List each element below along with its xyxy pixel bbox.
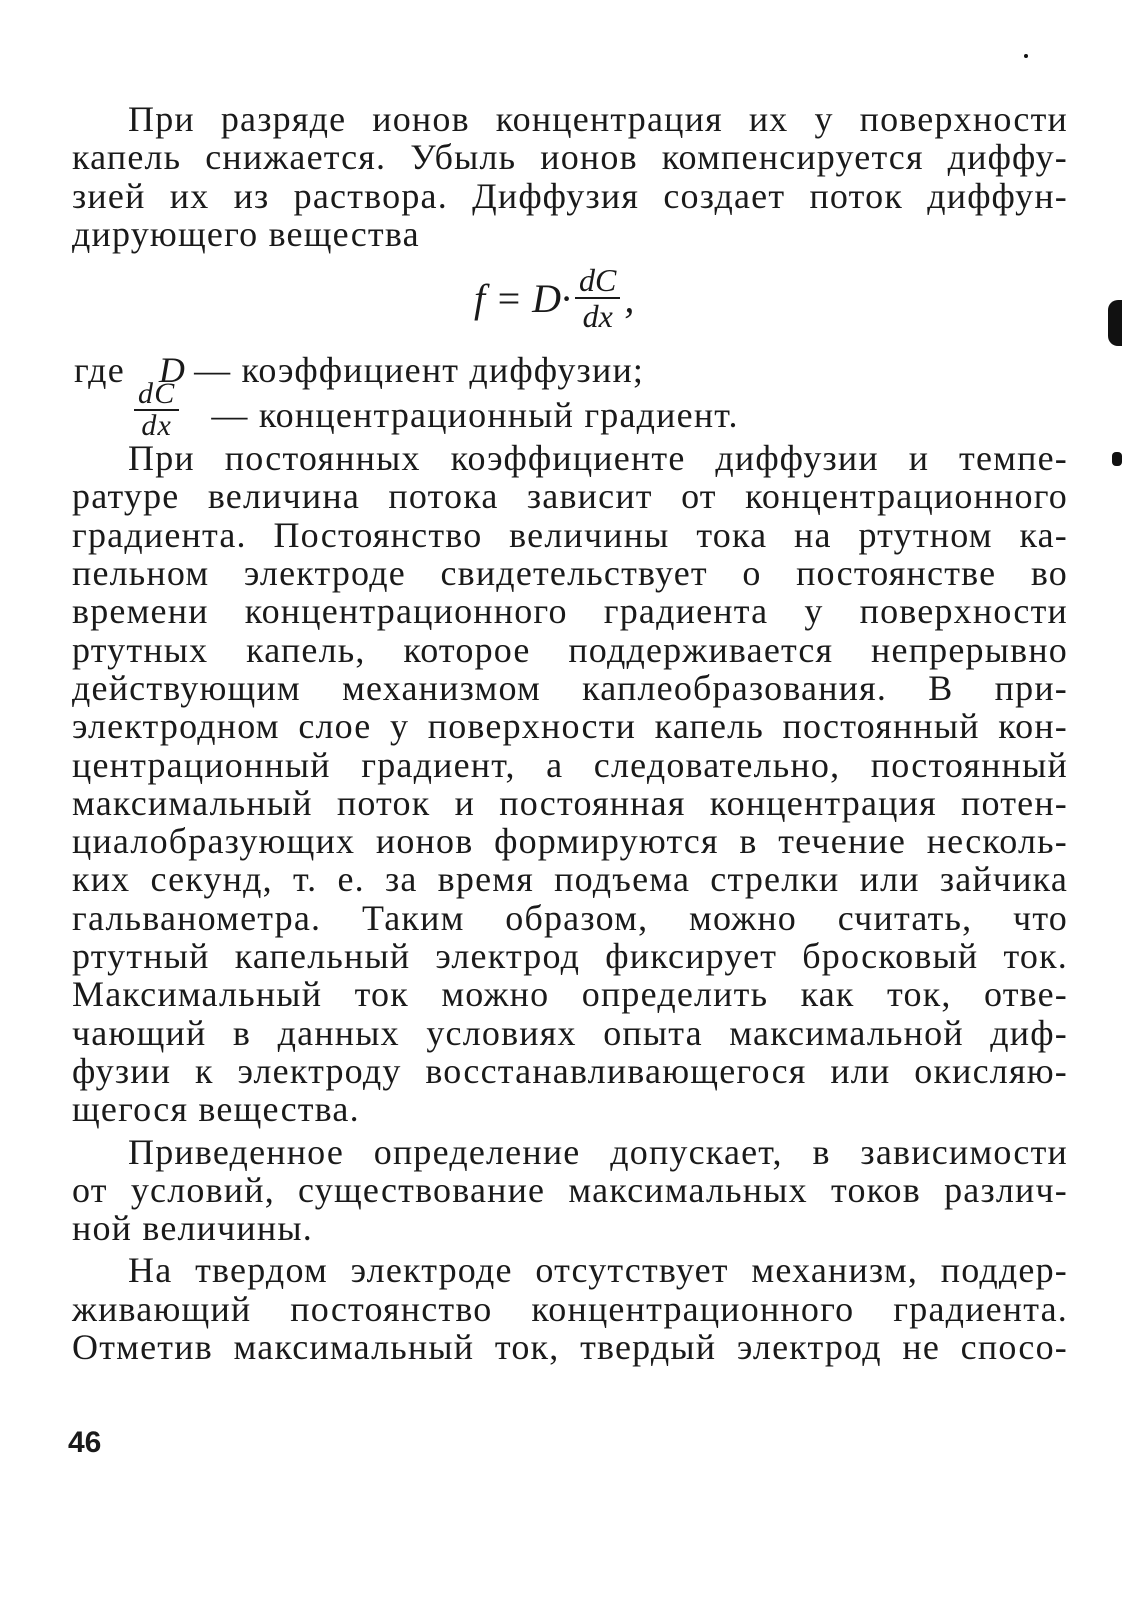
text-line: При постоянных коэффициенте диффузии и темпе- <box>128 438 1068 479</box>
text-line: ких секунд, т. е. за время подъема стрелки или зайчика <box>72 859 1068 900</box>
text-line: Приведенное определение допускает, в зависимости <box>128 1131 1068 1172</box>
formula-fraction <box>575 263 620 333</box>
text-line: времени концентрационного градиента у поверхности <box>72 591 1068 632</box>
page-number: 46 <box>68 1426 102 1459</box>
text-line: На твердом электроде отсутствует механизм, поддер- <box>128 1250 1068 1291</box>
text-line: от условий, существование максимальных токов различ- <box>72 1169 1068 1210</box>
text-line: капель снижается. Убыль ионов компенсируется диффу- <box>72 137 1068 178</box>
scan-artifact <box>1108 300 1122 346</box>
text-line: Максимальный ток можно определить как ток, отве- <box>72 974 1068 1015</box>
gradient-denominator: dx <box>141 409 173 443</box>
text-line: фузии к электроду восстанавливающегося или окисляю- <box>72 1050 1068 1091</box>
text-line: ратуре величина потока зависит от концентрационного <box>72 476 1068 517</box>
text-line: центрационный градиент, а следовательно, постоянный <box>72 744 1068 785</box>
text-line: ной величины. <box>72 1208 313 1249</box>
formula-numerator: dC <box>575 263 620 299</box>
formula-trail: , <box>624 275 635 321</box>
definition-text: — коэффициент диффузии; <box>194 350 645 391</box>
text-line: зией их из раствора. Диффузия создает поток диффун- <box>72 175 1068 216</box>
paragraph-2 <box>72 439 1068 1128</box>
where-word: где <box>74 350 125 391</box>
text-line: При разряде ионов концентрация их у поверхности <box>128 99 1068 139</box>
text-line: ртутных капель, которое поддерживается непрерывно <box>72 629 1068 670</box>
text-line: ртутный капельный электрод фиксирует бросковый ток. <box>72 936 1068 977</box>
formula-denominator: dx <box>582 298 613 335</box>
text-line: Отметив максимальный ток, твердый электрод не спосо- <box>72 1327 1068 1368</box>
paragraph-4 <box>72 1251 1068 1366</box>
definition-text: — концентрационный градиент. <box>211 395 739 436</box>
text-line: щегося вещества. <box>72 1089 360 1130</box>
text-line: пельном электроде свидетельствует о постоянстве во <box>72 553 1068 594</box>
text-line: живающий постоянство концентрационного градиента. <box>72 1288 1068 1329</box>
gradient-fraction <box>134 379 179 441</box>
text-line: электродном слое у поверхности капель постоянный кон- <box>72 706 1068 747</box>
diffusion-formula <box>72 257 1068 349</box>
text-line: циалобразующих ионов формируются в течение несколь- <box>72 821 1068 862</box>
scan-artifact <box>1112 452 1122 466</box>
text-line: гальванометра. Таким образом, можно считать, что <box>72 897 1068 938</box>
text-line: действующим механизмом каплеобразования. В при- <box>72 667 1068 708</box>
text-line: градиента. Постоянство величины тока на ртутном ка- <box>72 514 1068 555</box>
definition-gradient <box>130 379 739 441</box>
paragraph-1 <box>72 100 1068 253</box>
text-line: дирующего вещества <box>72 213 420 254</box>
definitions <box>72 349 1068 443</box>
text-line: чающий в данных условиях опыта максимальной диф- <box>72 1012 1068 1053</box>
text-line: максимальный поток и постоянная концентрация потен- <box>72 782 1068 823</box>
paragraph-3 <box>72 1133 1068 1248</box>
definition-symbol: D <box>158 350 187 391</box>
formula-lhs: f = D· <box>474 275 571 321</box>
gradient-numerator: dC <box>134 379 179 411</box>
scan-artifact <box>1024 54 1028 58</box>
page-content <box>72 100 1068 1366</box>
